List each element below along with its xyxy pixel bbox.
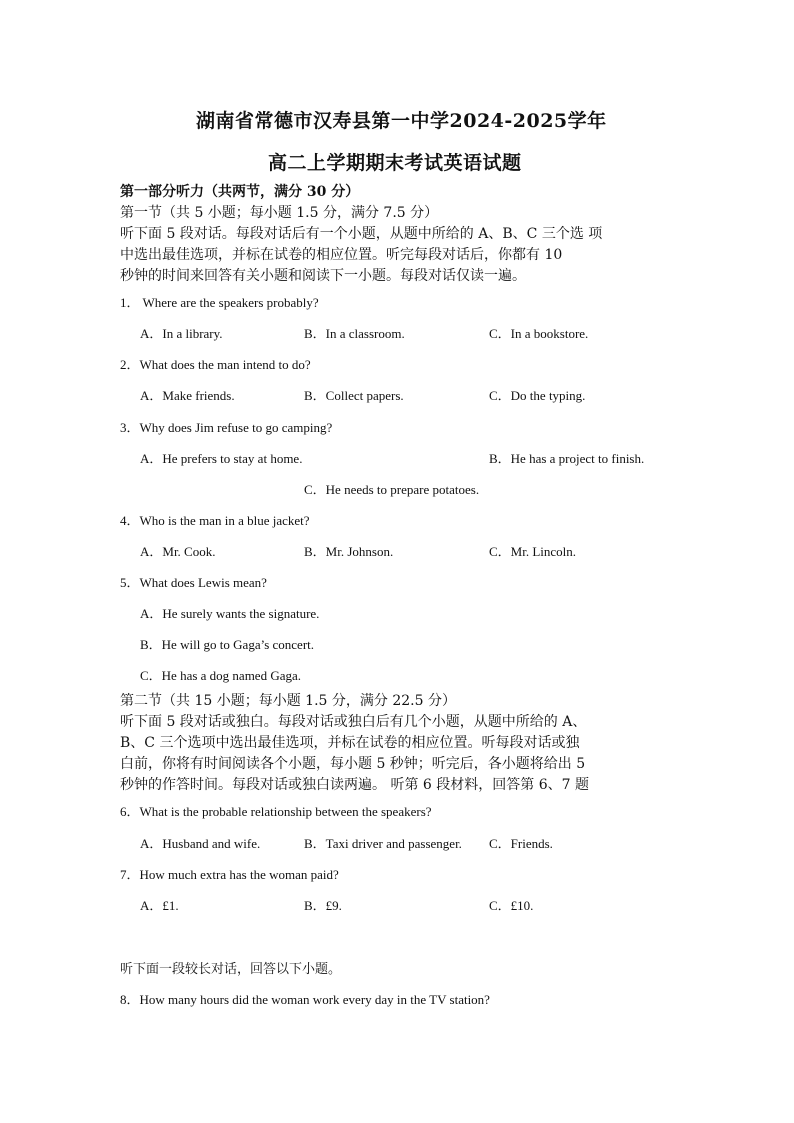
section2-instruction-line: B、C 三个选项中选出最佳选项，并标在试卷的相应位置。听每段对话或独 xyxy=(120,735,580,751)
option-c: C．Do the typing. xyxy=(489,388,586,403)
question-stem: 1． Where are the speakers probably? xyxy=(120,295,319,310)
section1-instruction-line: 中选出最佳选项，并标在试卷的相应位置。听完每段对话后，你都有 10 xyxy=(120,247,563,263)
question-stem: 5．What does Lewis mean? xyxy=(120,575,267,590)
option-b: B．Taxi driver and passenger. xyxy=(304,836,462,851)
title-line-1: 湖南省常德市汉寿县第一中学2024-2025学年 xyxy=(196,110,607,132)
section1-instruction-line: 听下面 5 段对话。每段对话后有一个小题，从题中所给的 A、B、C 三个选 项 xyxy=(120,226,603,242)
option-a: A．In a library. xyxy=(140,326,223,341)
question-stem: 6．What is the probable relationship between the speakers? xyxy=(120,804,432,819)
option-a: A．He prefers to stay at home. xyxy=(140,451,303,466)
section2-heading: 第二节（共 15 小题；每小题 1.5 分，满分 22.5 分） xyxy=(120,693,456,709)
option-a: A．Husband and wife. xyxy=(140,836,261,851)
option-c: C．He needs to prepare potatoes. xyxy=(304,482,480,497)
title-line-2: 高二上学期期末考试英语试题 xyxy=(268,152,522,174)
question-stem: 8．How many hours did the woman work every day in the TV station? xyxy=(120,992,490,1007)
option-a: A．He surely wants the signature. xyxy=(140,606,320,621)
option-b: B．Mr. Johnson. xyxy=(304,544,394,559)
option-c: C．In a bookstore. xyxy=(489,326,589,341)
section2-instruction-line: 听下面 5 段对话或独白。每段对话或独白后有几个小题，从题中所给的 A、 xyxy=(120,714,587,730)
option-a: A．£1. xyxy=(140,898,179,913)
section1-instruction-line: 秒钟的时间来回答有关小题和阅读下一小题。每段对话仅读一遍。 xyxy=(120,268,526,284)
section2-instruction-line: 秒钟的作答时间。每段对话或独白读两遍。 听第 6 段材料，回答第 6、7 题 xyxy=(120,777,589,793)
option-a: A．Make friends. xyxy=(140,388,235,403)
option-a: A．Mr. Cook. xyxy=(140,544,216,559)
part1-heading: 第一部分听力（共两节，满分 30 分） xyxy=(120,184,360,200)
option-b: B．He will go to Gaga’s concert. xyxy=(140,637,315,652)
option-b: B．Collect papers. xyxy=(304,388,404,403)
long-dialog-instruction: 听下面一段较长对话，回答以下小题。 xyxy=(120,962,342,977)
option-c: C．Mr. Lincoln. xyxy=(489,544,577,559)
option-b: B．He has a project to finish. xyxy=(489,451,645,466)
option-c: C．Friends. xyxy=(489,836,553,851)
option-c: C．He has a dog named Gaga. xyxy=(140,668,302,683)
section2-instruction-line: 白前，你将有时间阅读各个小题，每小题 5 秒钟；听完后，各小题将给出 5 xyxy=(120,756,586,772)
option-b: B．£9. xyxy=(304,898,342,913)
option-c: C．£10. xyxy=(489,898,534,913)
question-stem: 7．How much extra has the woman paid? xyxy=(120,867,339,882)
question-stem: 2．What does the man intend to do? xyxy=(120,357,311,372)
option-b: B．In a classroom. xyxy=(304,326,405,341)
question-stem: 4．Who is the man in a blue jacket? xyxy=(120,513,310,528)
question-stem: 3．Why does Jim refuse to go camping? xyxy=(120,420,333,435)
section1-heading: 第一节（共 5 小题；每小题 1.5 分，满分 7.5 分） xyxy=(120,205,439,221)
